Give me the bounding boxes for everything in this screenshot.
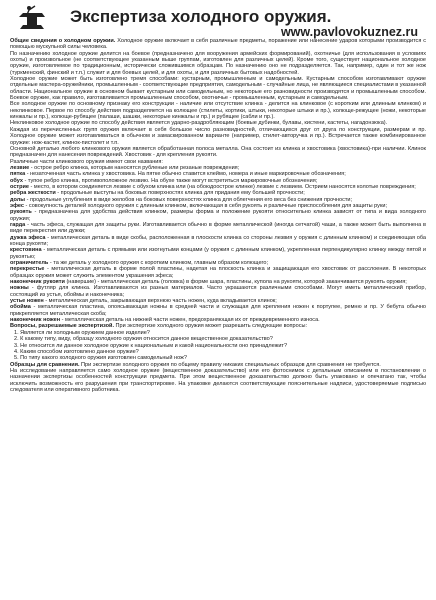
- paragraph: [10, 51, 426, 76]
- paragraph: [10, 38, 426, 51]
- paragraph-text: - тупое ребро клинка, противоположное лезвию. На обухе также могут встретиться маркировочные обозначения;: [22, 177, 318, 184]
- paragraph-heading: ребра жесткости: [10, 190, 56, 197]
- paragraph-heading: дужка эфеса: [10, 234, 46, 241]
- paragraph: [10, 222, 426, 235]
- paragraph-text: - предназначена для удобства действия клинком, размеры формa и положение рукояти относительно клинка зависят от типа и вида холодного оружия;: [10, 209, 426, 222]
- paragraph-text: - продольные выступы на боковых поверхностях клинка для придания ему большей прочности;: [55, 190, 305, 197]
- paragraph-heading: эфес: [10, 202, 24, 209]
- paragraph-heading: гарда: [10, 221, 26, 228]
- paragraph-heading: Общие сведения о холодном оружии.: [10, 38, 116, 44]
- paragraph-list: [10, 38, 426, 330]
- paragraph-text: - футляр для клинка. Изготавливаются из разных материалов. Часто украшаются различными способами. Могут иметь металлический прибор, состоящий из устья, обоймы и наконечника;: [10, 285, 426, 298]
- paragraph: [10, 146, 426, 159]
- page-title: Экспертиза холодного оружия.: [70, 7, 332, 26]
- paragraph-heading: перекрестье: [10, 266, 45, 273]
- question-item: 4. Каким способом изготовлено данное оружие?: [14, 348, 139, 355]
- paragraph-text: - металлическая пластина, опоясывающая ножны в средней части и служащая для крепления ножен к портупее, ремню и пр. У бебута обычно прикрепляется металлическая скоба;: [10, 304, 426, 317]
- paragraph-text: (навершие) - металлическая деталь (головка) в форме шара, пластины, купола на рукояти, которой заканчивается рукоять оружия;: [64, 279, 407, 286]
- anvil-logo-icon: [17, 3, 47, 33]
- question-item: 2. К какому типу, виду, образцу холодного оружия относится данное вещественное доказательство?: [14, 336, 273, 343]
- paragraph-heading: острие: [10, 183, 29, 190]
- paragraph: [10, 76, 426, 101]
- paragraph-heading: обоймa: [10, 304, 31, 311]
- paragraph: [10, 368, 426, 393]
- site-url: www.pavlovokuznez.ru: [280, 25, 418, 39]
- paragraph-heading: ножны: [10, 285, 29, 292]
- paragraph-text: Каждая из перечисленных групп оружия включает в себя большое число разновидностей, отличающихся друг от друга по конструкции, размерам и пр. Холодное оружие может изготавливаться в обычном и замаскированном варианте (например, стилет-авторучка и пр.). Встречается также комбинированное оружие: нож-кастет, клинок-пистолет и т.п.: [10, 126, 426, 146]
- question-item: 5. По типу какого холодного оружия изготовлен самодельный нож?: [14, 355, 187, 362]
- paragraph-heading: пятка: [10, 171, 26, 178]
- paragraph-heading: долы: [10, 196, 26, 203]
- paragraph-text: - острое ребро клинка, которым наносятся рубленые или резаные повреждения;: [29, 164, 240, 171]
- paragraph-text: - та же деталь у холодного оружия с коротким клинком, главным образом колющего;: [48, 260, 269, 267]
- paragraph: [10, 247, 426, 260]
- paragraph: [10, 304, 426, 317]
- paragraph-heading: лезвие: [10, 164, 30, 171]
- paragraph-heading: рукоять: [10, 209, 32, 216]
- paragraph-text: Различные части клинкового оружия имеют свои названия:: [10, 158, 163, 165]
- paragraph-text: - металлическая деталь на нижней части ножен, предохраняющая их от преждевременного износа.: [60, 317, 320, 324]
- paragraph-text: - совокупность деталей холодного оружия с длинным клинком, включающая в себя рукоять и различные приспособления для защиты руки;: [23, 202, 388, 209]
- paragraph-text: - металлическая деталь в виде скобы, расположенная в плоскости клинка со стороны лезвия у оружия с длинным клинком) и соединяющая оба конца рукояти;: [10, 234, 426, 247]
- paragraph: [10, 101, 426, 120]
- document-body: [8, 38, 428, 393]
- paragraph-text: Все холодное оружие по основному признаку его конструкции - наличие или отсутствие клинка - делится на клинковое (с коротким или длинным клинком) и неклинковое. Первое по способу действия подразделяется на колющее (стилеты, кортики, штыки, некоторые штыки и пр.), колюще-режущее (ножи, некоторые кинжалы и пр.), колюще-рубящее (палаши, шашки, некоторые кинжалы и пр.) и рубящее (сабли и пр.).: [10, 101, 426, 121]
- paragraph-text: Неклинковое холодное оружие по способу действия является ударно-раздробляющим (боевые дубинки, булавы, кистени, кастеты, нагадонзюка).: [10, 120, 388, 127]
- paragraph-text: На исследование направляется само холодное оружие (вещественное доказательство) или его фотоснимок с детальным описанием в постановлении о назначении экспертизы особенностей конструкции предмета. При этом вещественное доказательство должно быть упаковано и опечатано так, чтобы исключить возможность его разрушения при транспортировке. На упаковке делаются соответствующие пояснительные надписи, удостоверяемые подписью следователя или оперативного работника.: [10, 367, 426, 393]
- paragraph: [10, 235, 426, 248]
- paragraph-text: Основной деталью любого клинкового оружия является обработанная полоса металла. Она состоит из клинка и хвостовика (хвостовика)-при наличии. Клинок предназначен для нанесения повреждений. Хвостовик - для крепления рукояти.: [10, 145, 426, 159]
- paragraph: [10, 209, 426, 222]
- question-item: 1. Является ли холодным оружием данное изделие?: [14, 329, 150, 336]
- paragraph-heading: обух: [10, 177, 23, 184]
- paragraph: [10, 127, 426, 146]
- paragraph-text: - металлическая деталь с прямыми или изогнутыми концами (у оружия с длинным клинком), укрепленная перпендикулярно клинку между пятой и рукоятью;: [10, 247, 426, 260]
- paragraph-text: - незаточенная часть клинка у хвостовика. На пятке обычно ставится клеймо, номера и иные маркировочные обозначения;: [25, 171, 346, 178]
- paragraph-text: По назначению холодное оружие делится на боевое (предназначено для вооружения армейских формирований), охотничье (для использования в условиях охоты) и произвольное (не соответствующее указанным выше группам, изготовлен для различных целей). Кроме того, существует национальное холодное оружие, изготовляемое по традиционным, исторически сложившимся образцам. По назначению оно не подразделяется. Так, например, один и тот же нож (туркменский, финский и т.п.) служит и для боевых целей, и для охоты, и для различных бытовых надобностей.: [10, 50, 426, 76]
- paragraph-heading: наконечник ножен: [10, 317, 61, 324]
- paragraph-heading: Вопросы, разрешаемые экспертизой.: [10, 323, 114, 330]
- paragraph-heading: наконечник рукояти: [10, 279, 65, 286]
- paragraph: [10, 285, 426, 298]
- paragraph-text: При экспертизе холодного оружия может разрешить следующие вопросы:: [114, 323, 308, 330]
- paragraph-text: - продольные углубления в виде желобов на боковых поверхностях клинка для облегчения его веса без снижения прочности;: [25, 196, 353, 203]
- paragraph-text: При экспертизе холодного оружия по общему правилу никаких специальных образцов для сравнения не требуется.: [79, 361, 381, 368]
- paragraph: [10, 266, 426, 279]
- paragraph-text: - место, в котором соединяется лезвие с обухом клинка или (на обоюдоострое клинке) лезвие с лезвием. Острием наносятся колотые повреждения;: [29, 183, 416, 190]
- paragraph-heading: ограничитель: [10, 260, 49, 267]
- paragraph-heading: Образцы для сравнения.: [10, 361, 80, 368]
- paragraph-text: Холодное оружие включает в себя различные предметы, поражение или нанесение ударов которыми производится с помощью мускульной силы человека.: [10, 38, 426, 51]
- question-list: [10, 330, 426, 362]
- paragraph-text: Холодное оружие может быть изготовлено тремя способами: кустарным, промышленным и самодельным. Кустарным способом изготавливают оружие отдельные мастера-оружейники, промышленным - соответствующие предприятия, самодельным - случайные лица, не являющиеся специалистами в указанной области. Национальное оружие в основном бывает кустарным или самодельным, но некоторые его разновидности производятся и промышленным способом. Боевое оружие, как правило, изготавливается промышленным способом, охотничье - промышленным, кустарным и самодельным.: [10, 76, 426, 102]
- question-item: 3. Не относится ли данное холодное оружие к национальным и какой национальности оно принадлежит?: [14, 342, 288, 349]
- paragraph-text: - металлическая деталь в форме полой пластины, надетая на плоскость клинка и защищающая его хвостовик от расслоения. В некоторых образцах оружия может служить элементом украшения эфеса;: [10, 266, 426, 279]
- paragraph-text: - часть эфеса, служащая для защиты руки. Изготавливается обычно в форме металлической (иногда сетчатой) чаши, а также может быть выполнена в виде перекрестия или дужки;: [10, 221, 426, 235]
- paragraph-text: - металлическая деталь, закрывающая верхнюю часть ножен, куда вкладывается клинок;: [43, 298, 277, 305]
- paragraph-heading: крестовина: [10, 247, 42, 254]
- paragraph-heading: устье ножен: [10, 298, 44, 305]
- page-header: [8, 0, 428, 38]
- closing-paragraphs: [10, 362, 426, 394]
